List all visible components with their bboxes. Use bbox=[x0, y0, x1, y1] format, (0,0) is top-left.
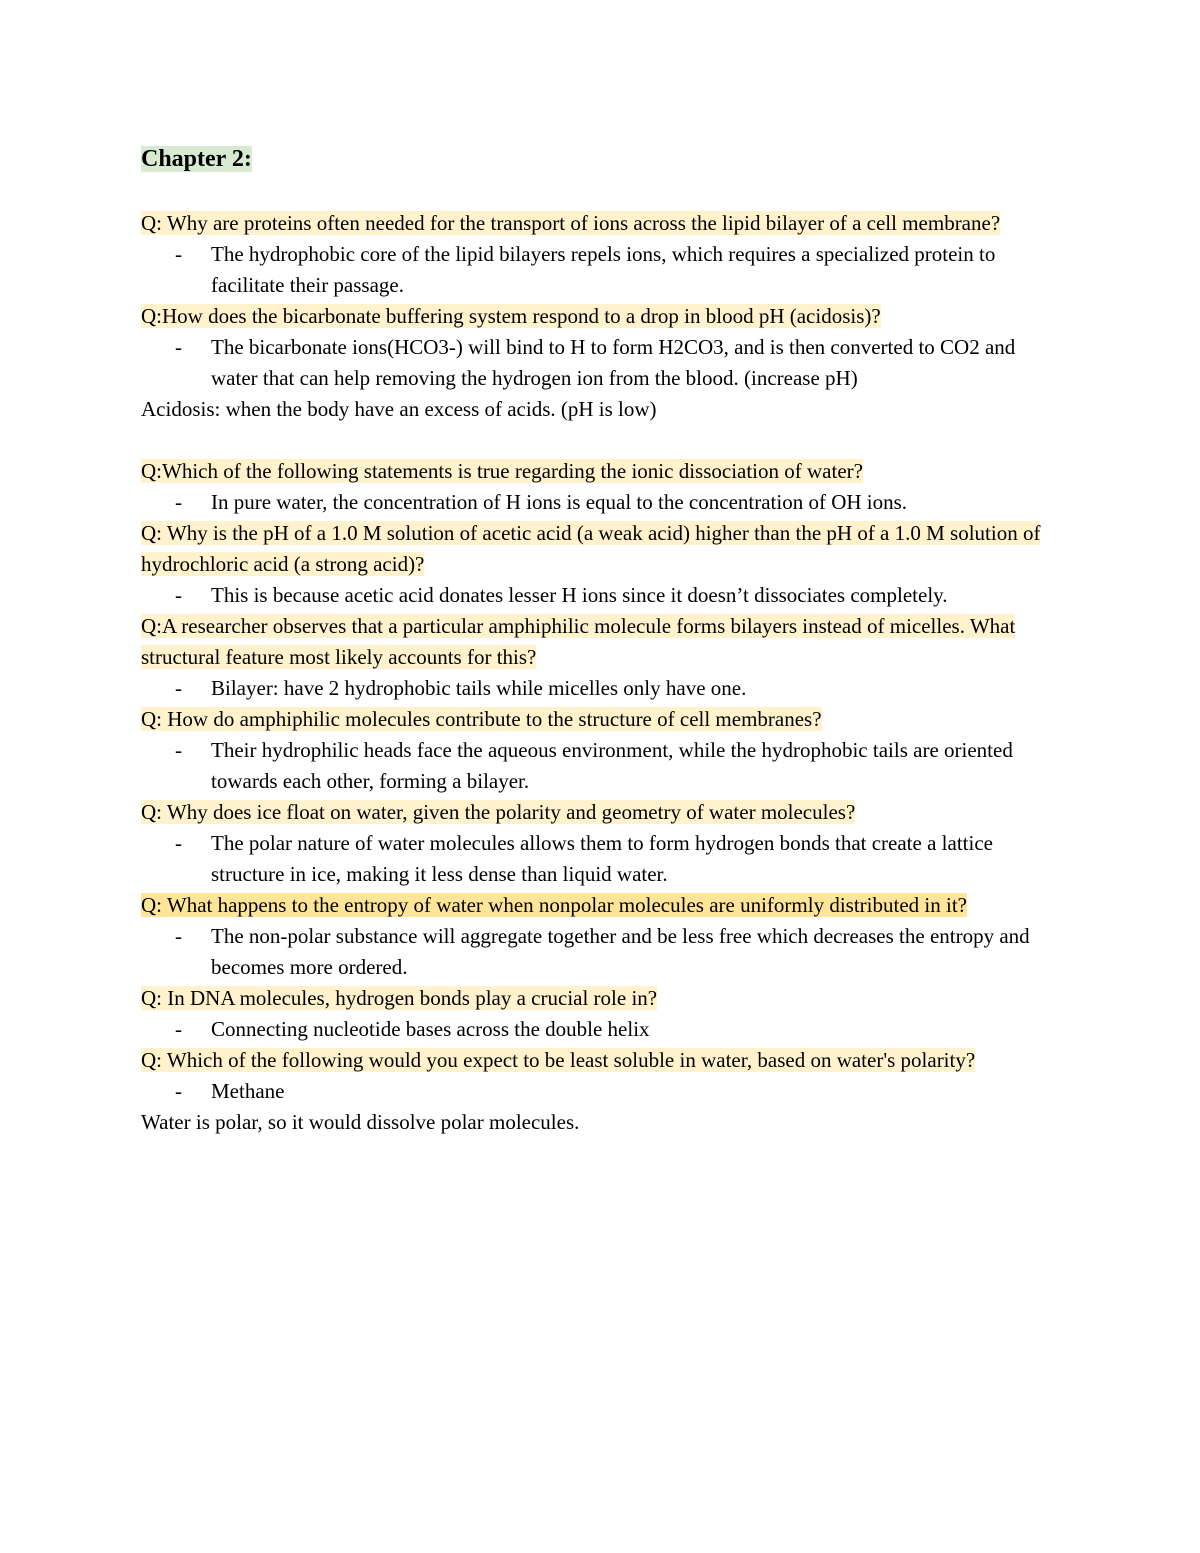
question-text: Q: How do amphiphilic molecules contribute to the structure of cell membranes? bbox=[141, 707, 822, 731]
question-text: Q:How does the bicarbonate buffering system respond to a drop in blood pH (acidosis)? bbox=[141, 304, 881, 328]
answer bbox=[141, 239, 1056, 301]
question-text: Q: In DNA molecules, hydrogen bonds play a crucial role in? bbox=[141, 986, 658, 1010]
answer bbox=[141, 828, 1056, 890]
answer-text: This is because acetic acid donates lesser H ions since it doesn’t dissociates completely. bbox=[211, 583, 948, 607]
answer bbox=[141, 1076, 1056, 1107]
chapter-title-text: Chapter 2: bbox=[141, 146, 252, 172]
bullet-dash: - bbox=[175, 1017, 182, 1041]
bullet-dash: - bbox=[175, 676, 182, 700]
note bbox=[141, 1107, 1056, 1138]
document-page bbox=[141, 141, 1056, 1138]
blank-line bbox=[141, 425, 1056, 456]
answer-text: Connecting nucleotide bases across the double helix bbox=[211, 1017, 650, 1041]
answer-text: Methane bbox=[211, 1079, 285, 1103]
bullet-dash: - bbox=[175, 1079, 182, 1103]
question bbox=[141, 704, 1056, 735]
qa-content bbox=[141, 208, 1056, 1138]
answer bbox=[141, 735, 1056, 797]
bullet-dash: - bbox=[175, 738, 182, 762]
question bbox=[141, 208, 1056, 239]
bullet-dash: - bbox=[175, 490, 182, 514]
question bbox=[141, 1045, 1056, 1076]
note-text: Acidosis: when the body have an excess of acids. (pH is low) bbox=[141, 397, 657, 421]
question bbox=[141, 890, 1056, 921]
question-text: Q: Which of the following would you expect to be least soluble in water, based on water's polarity? bbox=[141, 1048, 976, 1072]
bullet-dash: - bbox=[175, 831, 182, 855]
question bbox=[141, 518, 1056, 580]
answer-text: The polar nature of water molecules allows them to form hydrogen bonds that create a lattice structure in ice, making it less dense than liquid water. bbox=[211, 831, 993, 886]
question-text: Q: Why is the pH of a 1.0 M solution of acetic acid (a weak acid) higher than the pH of a 1.0 M solution of hydrochloric acid (a strong acid)? bbox=[141, 521, 1041, 576]
answer bbox=[141, 921, 1056, 983]
answer-text: In pure water, the concentration of H ions is equal to the concentration of OH ions. bbox=[211, 490, 908, 514]
answer bbox=[141, 1014, 1056, 1045]
question bbox=[141, 456, 1056, 487]
bullet-dash: - bbox=[175, 583, 182, 607]
answer-text: The non-polar substance will aggregate together and be less free which decreases the entropy and becomes more ordered. bbox=[211, 924, 1030, 979]
question bbox=[141, 797, 1056, 828]
chapter-title bbox=[141, 141, 1056, 177]
answer bbox=[141, 580, 1056, 611]
question-text: Q: Why does ice float on water, given the polarity and geometry of water molecules? bbox=[141, 800, 856, 824]
question bbox=[141, 301, 1056, 332]
question-text: Q: Why are proteins often needed for the transport of ions across the lipid bilayer of a cell membrane? bbox=[141, 211, 1001, 235]
answer bbox=[141, 332, 1056, 394]
answer bbox=[141, 487, 1056, 518]
answer-text: Their hydrophilic heads face the aqueous environment, while the hydrophobic tails are oriented towards each other, forming a bilayer. bbox=[211, 738, 1013, 793]
question-text: Q:A researcher observes that a particular amphiphilic molecule forms bilayers instead of micelles. What structural feature most likely accounts for this? bbox=[141, 614, 1016, 669]
note bbox=[141, 394, 1056, 425]
answer bbox=[141, 673, 1056, 704]
bullet-dash: - bbox=[175, 335, 182, 359]
note-text: Water is polar, so it would dissolve polar molecules. bbox=[141, 1110, 580, 1134]
question bbox=[141, 983, 1056, 1014]
answer-text: Bilayer: have 2 hydrophobic tails while micelles only have one. bbox=[211, 676, 747, 700]
bullet-dash: - bbox=[175, 924, 182, 948]
question-text: Q:Which of the following statements is true regarding the ionic dissociation of water? bbox=[141, 459, 863, 483]
question bbox=[141, 611, 1056, 673]
answer-text: The bicarbonate ions(HCO3-) will bind to H to form H2CO3, and is then converted to CO2 and water that can help removing the hydrogen ion from the blood. (increase pH) bbox=[211, 335, 1016, 390]
bullet-dash: - bbox=[175, 242, 182, 266]
question-text: Q: What happens to the entropy of water when nonpolar molecules are uniformly distributed in it? bbox=[141, 893, 967, 917]
answer-text: The hydrophobic core of the lipid bilayers repels ions, which requires a specialized protein to facilitate their passage. bbox=[211, 242, 996, 297]
